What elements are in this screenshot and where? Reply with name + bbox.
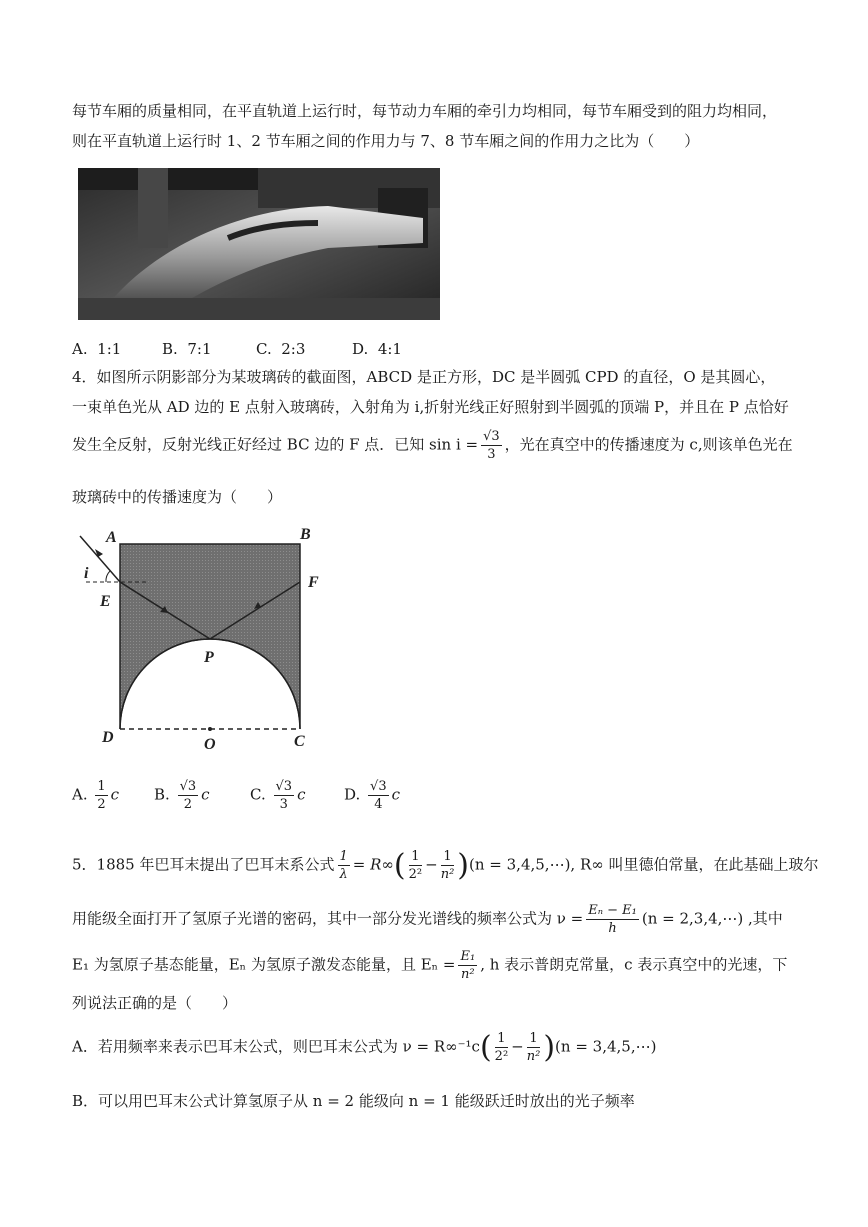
q3-option-b: B. 7:1 [162, 340, 212, 358]
label-b: B [300, 526, 311, 543]
label-d: D [102, 729, 114, 746]
label-o: O [204, 736, 216, 753]
q3-text-line2: 则在平直轨道上运行时 1、2 节车厢之间的作用力与 7、8 节车厢之间的作用力之比为（ ） [72, 132, 700, 150]
label-c: C [294, 733, 305, 750]
label-p: P [204, 649, 214, 666]
q3-option-a: A. 1:1 [72, 340, 122, 358]
q4-text-line2: 一束单色光从 AD 边的 E 点射入玻璃砖，入射角为 i,折射光线正好照射到半圆弧的顶端 P，并且在 P 点恰好 [72, 398, 789, 416]
q5-option-b: B．可以用巴耳末公式计算氢原子从 n = 2 能级向 n = 1 能级跃迁时放出的光子频率 [72, 1092, 635, 1110]
q3-text-line1: 每节车厢的质量相同，在平直轨道上运行时，每节动力车厢的牵引力均相同，每节车厢受到的阻力均相同， [72, 102, 778, 120]
q5-option-a: A．若用频率来表示巴耳末公式，则巴耳末公式为 ν = R∞⁻¹c( $\frac{1}{\text{2²}}$ − $\frac{1}{\text{n²}}$ )(n = 3,4,5,⋯) [72, 1030, 657, 1065]
q3-option-c: C. 2:3 [256, 340, 306, 358]
q4-option-d: D. $\frac{√3}{4}$ c [344, 779, 401, 812]
q3-option-d: D. 4:1 [352, 340, 402, 358]
glass-brick-diagram [76, 524, 336, 754]
q4-option-b: B. $\frac{√3}{2}$ c [154, 779, 210, 812]
train-photo [78, 168, 440, 320]
label-e: E [100, 593, 111, 610]
label-i: i [84, 565, 89, 582]
q4-text-line3: 发生全反射，反射光线正好经过 BC 边的 F 点．已知 sin i = $\frac{√3}{3}$ ，光在真空中的传播速度为 c,则该单色光在 [72, 429, 793, 462]
label-f: F [308, 574, 319, 591]
q5-text-line2: 用能级全面打开了氢原子光谱的密码，其中一部分发光谱线的频率公式为 ν = $\frac{\text{Eₙ − E₁}}{h}$ (n = 2,3,4,⋯) ,其中 [72, 903, 783, 936]
q5-text-line4: 列说法正确的是（ ） [72, 994, 238, 1012]
q4-text-line4: 玻璃砖中的传播速度为（ ） [72, 488, 283, 506]
q5-text-line3: E₁ 为氢原子基态能量，Eₙ 为氢原子激发态能量，且 Eₙ = $\frac{\text{E₁}}{\text{n²}}$ , h 表示普朗克常量，c 表示真空中的光速，下 [72, 949, 788, 982]
q4-option-a: A. $\frac{1}{2}$ c [72, 779, 120, 812]
sin-i-fraction: $\frac{√3}{3}$ [483, 429, 500, 462]
q5-text-line1: 5．1885 年巴耳末提出了巴耳末系公式 $\frac{1}{\lambda}$ = R∞( $\frac{1}{\text{2²}}$ − $\frac{1}{\text{n²}}$ )(n = 3,4,5,⋯), R∞ 叫里德伯常量，在此基础上玻尔 [72, 848, 819, 883]
q4-option-c: C. $\frac{√3}{3}$ c [250, 779, 306, 812]
q4-text-line1: 4．如图所示阴影部分为某玻璃砖的截面图，ABCD 是正方形，DC 是半圆弧 CPD 的直径，O 是其圆心， [72, 368, 776, 386]
label-a: A [106, 529, 117, 546]
